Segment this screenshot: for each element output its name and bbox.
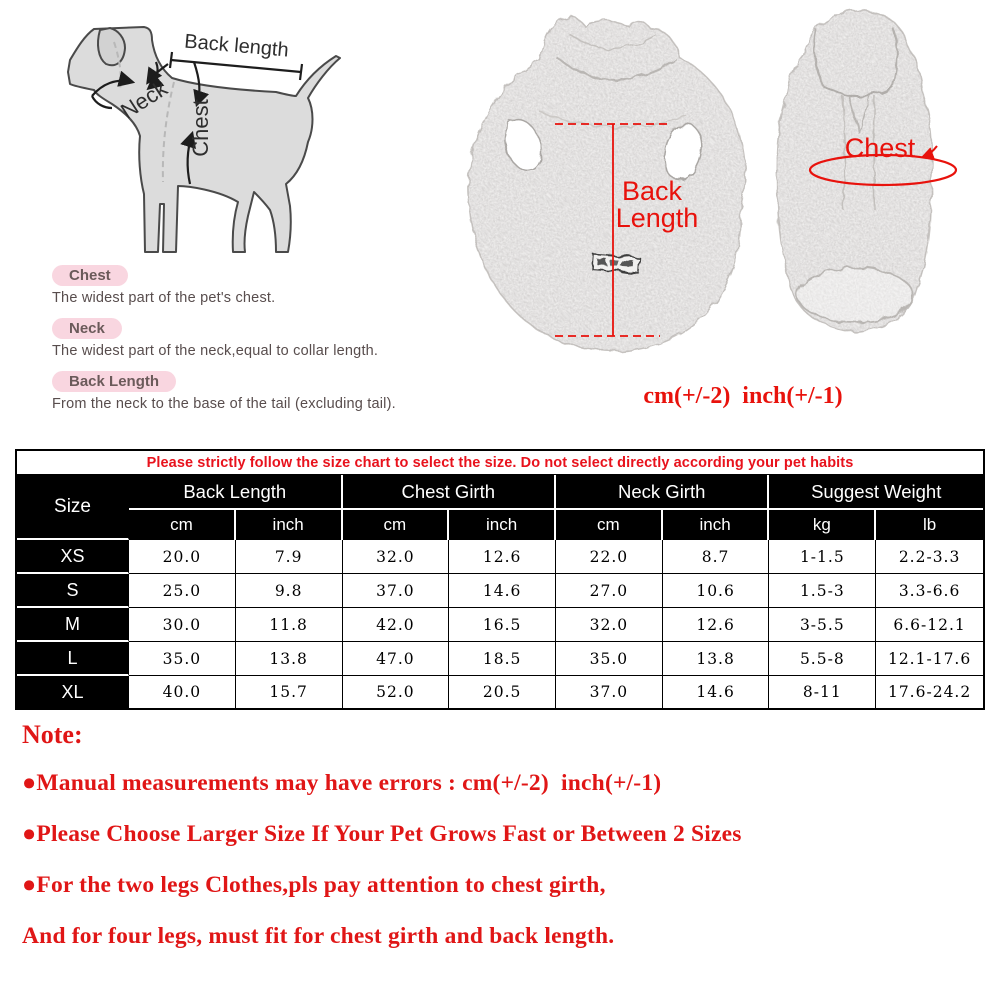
- value-cell: 40.0: [129, 676, 236, 708]
- garment-back-length-label-line2: Length: [615, 203, 699, 233]
- warning-row: [17, 451, 983, 475]
- value-cell: 16.5: [449, 608, 556, 642]
- value-cell: 27.0: [556, 574, 663, 608]
- unit-header-cm-0: cm: [129, 510, 236, 540]
- garment-back-photo: [468, 17, 745, 352]
- neck-term-pill: Neck: [52, 318, 122, 339]
- back-length-definition-text: From the neck to the base of the tail (excluding tail).: [52, 396, 396, 412]
- size-label-m: M: [17, 608, 129, 642]
- value-cell: 3.3-6.6: [876, 574, 983, 608]
- definition-neck: [52, 318, 482, 360]
- value-cell: 30.0: [129, 608, 236, 642]
- value-cell: 15.7: [236, 676, 343, 708]
- neck-girth-group-header: Neck Girth: [556, 475, 769, 510]
- back-length-group-header: Back Length: [129, 475, 342, 510]
- size-label-l: L: [17, 642, 129, 676]
- value-cell: 20.5: [449, 676, 556, 708]
- brand-tag: [592, 254, 639, 272]
- neck-definition-text: The widest part of the neck,equal to collar length.: [52, 343, 379, 359]
- value-cell: 37.0: [343, 574, 450, 608]
- value-cell: 6.6-12.1: [876, 608, 983, 642]
- value-cell: 12.6: [449, 540, 556, 574]
- value-cell: 13.8: [663, 642, 770, 676]
- unit-header-kg-6: kg: [769, 510, 876, 540]
- value-cell: 13.8: [236, 642, 343, 676]
- table-warning-text: Please strictly follow the size chart to select the size. Do not select directly according your pet habits: [17, 451, 983, 475]
- size-label-xl: XL: [17, 676, 129, 708]
- value-cell: 22.0: [556, 540, 663, 574]
- value-cell: 37.0: [556, 676, 663, 708]
- value-cell: 35.0: [556, 642, 663, 676]
- dog-neck-label: Neck: [116, 75, 172, 124]
- unit-header-cm-4: cm: [556, 510, 663, 540]
- value-cell: 1-1.5: [769, 540, 876, 574]
- size-row-l: [17, 642, 983, 676]
- measurement-definitions: [52, 265, 482, 424]
- chest-term-pill: Chest: [52, 265, 128, 286]
- garment-front-photo: [777, 10, 932, 332]
- note-line-2: ●Please Choose Larger Size If Your Pet Grows Fast or Between 2 Sizes: [22, 821, 742, 847]
- value-cell: 7.9: [236, 540, 343, 574]
- note-title: Note:: [22, 720, 83, 749]
- dog-chest-label: Chest: [188, 99, 213, 157]
- value-cell: 14.6: [663, 676, 770, 708]
- note-line-1: ●Manual measurements may have errors : cm(+/-2) inch(+/-1): [22, 770, 662, 796]
- value-cell: 35.0: [129, 642, 236, 676]
- unit-header-inch-5: inch: [663, 510, 770, 540]
- garment-back-length-label-line1: Back: [621, 176, 683, 206]
- garment-photos: [445, 0, 970, 362]
- value-cell: 32.0: [343, 540, 450, 574]
- chest-girth-group-header: Chest Girth: [343, 475, 556, 510]
- note-line-3: ●For the two legs Clothes,pls pay attention to chest girth,: [22, 872, 606, 898]
- unit-header-inch-3: inch: [449, 510, 556, 540]
- chest-definition-text: The widest part of the pet's chest.: [52, 290, 276, 306]
- unit-header-cm-2: cm: [343, 510, 450, 540]
- unit-header-inch-1: inch: [236, 510, 343, 540]
- size-label-xs: XS: [17, 540, 129, 574]
- garment-chest-label: Chest: [844, 133, 916, 163]
- size-row-s: [17, 574, 983, 608]
- dog-measurement-diagram: [48, 6, 356, 264]
- definition-back-length: [52, 371, 482, 413]
- size-label-s: S: [17, 574, 129, 608]
- value-cell: 12.1-17.6: [876, 642, 983, 676]
- size-row-m: [17, 608, 983, 642]
- size-row-xs: [17, 540, 983, 574]
- suggest-weight-group-header: Suggest Weight: [769, 475, 983, 510]
- value-cell: 9.8: [236, 574, 343, 608]
- value-cell: 42.0: [343, 608, 450, 642]
- value-cell: 8-11: [769, 676, 876, 708]
- value-cell: 20.0: [129, 540, 236, 574]
- tolerance-note: cm(+/-2) inch(+/-1): [643, 383, 843, 409]
- size-chart-table: [15, 449, 985, 710]
- value-cell: 14.6: [449, 574, 556, 608]
- unit-header-lb-7: lb: [876, 510, 983, 540]
- size-column-header: Size: [17, 475, 129, 540]
- unit-header-row: [17, 510, 983, 540]
- value-cell: 2.2-3.3: [876, 540, 983, 574]
- value-cell: 3-5.5: [769, 608, 876, 642]
- notes-section: [22, 720, 982, 974]
- value-cell: 17.6-24.2: [876, 676, 983, 708]
- value-cell: 18.5: [449, 642, 556, 676]
- value-cell: 5.5-8: [769, 642, 876, 676]
- value-cell: 11.8: [236, 608, 343, 642]
- note-line-4: And for four legs, must fit for chest girth and back length.: [22, 923, 615, 949]
- value-cell: 1.5-3: [769, 574, 876, 608]
- dog-back-length-label: Back length: [183, 30, 290, 62]
- back-length-term-pill: Back Length: [52, 371, 176, 392]
- value-cell: 52.0: [343, 676, 450, 708]
- value-cell: 10.6: [663, 574, 770, 608]
- value-cell: 8.7: [663, 540, 770, 574]
- hem-opening: [797, 268, 913, 322]
- value-cell: 32.0: [556, 608, 663, 642]
- value-cell: 25.0: [129, 574, 236, 608]
- value-cell: 12.6: [663, 608, 770, 642]
- value-cell: 47.0: [343, 642, 450, 676]
- definition-chest: [52, 265, 482, 307]
- size-row-xl: [17, 676, 983, 708]
- group-header-row: [17, 475, 983, 510]
